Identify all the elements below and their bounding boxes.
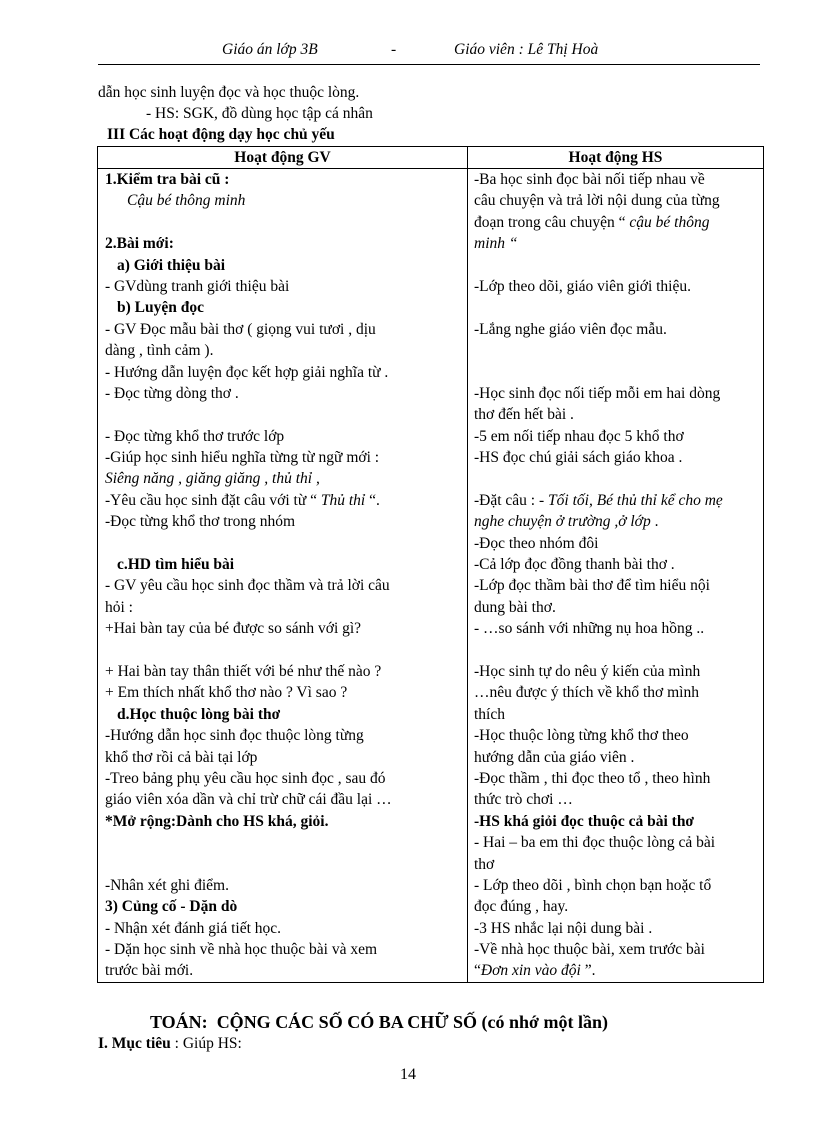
table-row (98, 468, 764, 489)
table-row (98, 533, 764, 554)
teacher-activity-cell (98, 426, 468, 447)
teacher-activity-cell (98, 875, 468, 896)
objective-label: I. Mục tiêu (98, 1035, 171, 1052)
cell-text: -Đọc thầm , thi đọc theo tổ , theo hình (474, 769, 711, 787)
cell-text: -5 em nối tiếp nhau đọc 5 khổ thơ (474, 427, 684, 445)
cell-text: minh “ (474, 235, 518, 253)
cell-text: Siêng năng , giăng giăng , thủ thỉ , (105, 470, 320, 488)
student-activity-cell (468, 169, 764, 191)
cell-text: thơ đến hết bài . (474, 406, 574, 424)
intro-line-1: dẫn học sinh luyện đọc và học thuộc lòng. (98, 84, 360, 101)
table-row (98, 340, 764, 361)
teacher-activity-cell (98, 747, 468, 768)
student-activity-cell (468, 811, 764, 832)
student-activity-cell (468, 939, 764, 960)
student-activity-cell (468, 233, 764, 254)
cell-text: 1.Kiểm tra bài cũ : (105, 171, 230, 188)
cell-text: Cậu bé thông minh (127, 192, 246, 210)
student-activity-cell (468, 960, 764, 982)
student-activity-cell (468, 276, 764, 297)
table-row (98, 169, 764, 191)
student-activity-cell (468, 747, 764, 768)
cell-text: nghe chuyện ở trường ,ở lớp . (474, 513, 659, 531)
cell-text: hướng dẫn của giáo viên . (474, 748, 635, 766)
teacher-activity-cell (98, 404, 468, 425)
cell-text: - GV Đọc mẫu bài thơ ( giọng vui tươi , dịu (105, 320, 376, 338)
cell-text: a) Giới thiệu bài (117, 256, 226, 274)
cell-text: -Đặt câu : - Tối tối, Bé thủ thỉ kể cho mẹ (474, 491, 723, 509)
cell-text: -Về nhà học thuộc bài, xem trước bài (474, 941, 705, 959)
student-activity-cell (468, 768, 764, 789)
table-row (98, 854, 764, 875)
cell-text: giáo viên xóa dần và chỉ trừ chữ cái đầu lại … (105, 791, 392, 809)
cell-text: đoạn trong câu chuyện “ cậu bé thông (474, 213, 710, 231)
teacher-activity-cell (98, 640, 468, 661)
cell-text: - GVdùng tranh giới thiệu bài (105, 277, 290, 295)
cell-text: - Lớp theo dõi , bình chọn bạn hoặc tổ (474, 876, 712, 894)
cell-text: - Hai – ba em thi đọc thuộc lòng cả bài (474, 834, 716, 852)
student-activity-cell (468, 404, 764, 425)
cell-text: - Đọc từng khổ thơ trước lớp (105, 427, 285, 445)
teacher-activity-cell (98, 511, 468, 532)
teacher-activity-cell (98, 918, 468, 939)
table-header-row (98, 147, 764, 169)
teacher-activity-cell (98, 854, 468, 875)
table-row (98, 811, 764, 832)
student-activity-cell (468, 511, 764, 532)
table-row (98, 960, 764, 982)
page-number: 14 (400, 1066, 416, 1083)
student-activity-cell (468, 468, 764, 489)
teacher-activity-cell (98, 383, 468, 404)
teacher-activity-cell (98, 297, 468, 318)
table-row (98, 896, 764, 917)
cell-text: - …so sánh với những nụ hoa hồng .. (474, 620, 705, 638)
table-row (98, 661, 764, 682)
math-title: CỘNG CÁC SỐ CÓ BA CHỮ SỐ (có nhớ một lần) (216, 1012, 609, 1032)
cell-text: -Hướng dẫn học sinh đọc thuộc lòng từng (105, 727, 364, 745)
cell-text: “Đơn xin vào đội ”. (474, 962, 596, 980)
student-activity-cell (468, 640, 764, 661)
cell-text: c.HD tìm hiểu bài (117, 556, 235, 574)
table-row (98, 362, 764, 383)
student-activity-cell (468, 383, 764, 404)
cell-text: thức trò chơi … (474, 791, 573, 809)
student-activity-cell (468, 297, 764, 318)
cell-text: -HS khá giỏi đọc thuộc cả bài thơ (474, 812, 695, 830)
cell-text: -HS đọc chú giải sách giáo khoa . (474, 449, 683, 467)
teacher-activity-cell (98, 597, 468, 618)
table-row (98, 682, 764, 703)
teacher-activity-cell (98, 169, 468, 191)
cell-text: -Học sinh tự do nêu ý kiến của mình (474, 662, 701, 680)
student-activity-cell (468, 725, 764, 746)
page-header (98, 40, 760, 65)
table-row (98, 640, 764, 661)
table-row (98, 747, 764, 768)
student-activity-cell (468, 362, 764, 383)
student-activity-cell (468, 896, 764, 917)
student-activity-cell (468, 490, 764, 511)
cell-text: -Học thuộc lòng từng khổ thơ theo (474, 727, 689, 745)
teacher-activity-cell (98, 319, 468, 340)
student-activity-cell (468, 661, 764, 682)
table-row (98, 511, 764, 532)
teacher-activity-cell (98, 468, 468, 489)
math-subject: TOÁN: (150, 1012, 208, 1032)
cell-text: -Giúp học sinh hiểu nghĩa từng từ ngữ mới : (105, 449, 380, 467)
student-activity-cell (468, 319, 764, 340)
student-activity-cell (468, 447, 764, 468)
table-row (98, 255, 764, 276)
cell-text: …nêu được ý thích về khổ thơ mình (474, 684, 699, 702)
student-activity-cell (468, 918, 764, 939)
table-row (98, 490, 764, 511)
student-activity-cell (468, 875, 764, 896)
cell-text: + Em thích nhất khổ thơ nào ? Vì sao ? (105, 684, 348, 702)
cell-text: -3 HS nhắc lại nội dung bài . (474, 919, 653, 937)
student-activity-cell (468, 533, 764, 554)
cell-text: - GV yêu cầu học sinh đọc thầm và trả lời câu (105, 577, 390, 595)
intro-line-2: - HS: SGK, đồ dùng học tập cá nhân (146, 105, 373, 122)
table-row (98, 704, 764, 725)
cell-text: - Dặn học sinh về nhà học thuộc bài và xem (105, 941, 378, 959)
cell-text: 2.Bài mới: (105, 235, 174, 253)
teacher-activity-cell (98, 533, 468, 554)
teacher-activity-cell (98, 190, 468, 211)
cell-text: khổ thơ rồi cả bài tại lớp (105, 748, 258, 766)
teacher-activity-cell (98, 768, 468, 789)
student-activity-cell (468, 190, 764, 211)
cell-text: +Hai bàn tay của bé được so sánh với gì? (105, 620, 362, 638)
cell-text: đọc đúng , hay. (474, 898, 569, 916)
student-activity-cell (468, 340, 764, 361)
teacher-activity-cell (98, 618, 468, 639)
student-activity-cell (468, 255, 764, 276)
table-row (98, 939, 764, 960)
student-activity-cell (468, 832, 764, 853)
cell-text: - Nhận xét đánh giá tiết học. (105, 919, 282, 937)
table-row (98, 575, 764, 596)
teacher-activity-cell (98, 554, 468, 575)
cell-text: dung bài thơ. (474, 598, 556, 616)
teacher-activity-cell (98, 447, 468, 468)
student-activity-cell (468, 212, 764, 233)
cell-text: - Hướng dẫn luyện đọc kết hợp giải nghĩa từ . (105, 363, 389, 381)
teacher-activity-cell (98, 682, 468, 703)
cell-text: -Lớp theo dõi, giáo viên giới thiệu. (474, 277, 691, 295)
header-separator: - (391, 41, 397, 58)
student-activity-cell (468, 597, 764, 618)
student-activity-cell (468, 426, 764, 447)
cell-text: -Treo bảng phụ yêu cầu học sinh đọc , sau đó (105, 769, 386, 787)
table-row (98, 554, 764, 575)
cell-text: dàng , tình cảm ). (105, 342, 214, 360)
table-row (98, 190, 764, 211)
teacher-activity-cell (98, 704, 468, 725)
teacher-activity-cell (98, 896, 468, 917)
cell-text: + Hai bàn tay thân thiết với bé như thế nào ? (105, 662, 382, 680)
table-row (98, 276, 764, 297)
table-row (98, 789, 764, 810)
cell-text: -Lớp đọc thầm bài thơ để tìm hiểu nội (474, 577, 710, 595)
header-teacher-activity: Hoạt động GV (98, 147, 468, 169)
teacher-activity-cell (98, 960, 468, 982)
cell-text: 3) Củng cố - Dặn dò (105, 898, 238, 916)
table-row (98, 319, 764, 340)
teacher-activity-cell (98, 212, 468, 233)
teacher-activity-cell (98, 575, 468, 596)
cell-text: -Đọc từng khổ thơ trong nhóm (105, 513, 296, 531)
table-row (98, 768, 764, 789)
teacher-activity-cell (98, 490, 468, 511)
table-row (98, 725, 764, 746)
table-row (98, 297, 764, 318)
cell-text: *Mở rộng:Dành cho HS khá, giỏi. (105, 812, 329, 830)
cell-text: thích (474, 705, 505, 723)
cell-text: -Yêu cầu học sinh đặt câu với từ “ Thủ thỉ “. (105, 491, 380, 509)
teacher-activity-cell (98, 661, 468, 682)
cell-text: - Đọc từng dòng thơ . (105, 384, 239, 402)
cell-text: thơ (474, 855, 495, 873)
student-activity-cell (468, 554, 764, 575)
math-heading (150, 1012, 608, 1032)
table-row (98, 918, 764, 939)
student-activity-cell (468, 618, 764, 639)
table-row (98, 233, 764, 254)
teacher-activity-cell (98, 811, 468, 832)
cell-text: d.Học thuộc lòng bài thơ (117, 705, 281, 723)
table-row (98, 597, 764, 618)
section-heading: III Các hoạt động dạy học chủ yếu (107, 126, 335, 143)
cell-text: trước bài mới. (105, 962, 194, 980)
cell-text: -Nhân xét ghi điểm. (105, 876, 229, 894)
table-row (98, 212, 764, 233)
table-row (98, 875, 764, 896)
table-row (98, 832, 764, 853)
header-class: Giáo án lớp 3B (222, 41, 318, 58)
cell-text: b) Luyện đọc (117, 299, 204, 317)
table-row (98, 447, 764, 468)
table-row (98, 383, 764, 404)
teacher-activity-cell (98, 340, 468, 361)
student-activity-cell (468, 575, 764, 596)
teacher-activity-cell (98, 789, 468, 810)
teacher-activity-cell (98, 255, 468, 276)
cell-text: -Cả lớp đọc đồng thanh bài thơ . (474, 556, 675, 574)
student-activity-cell (468, 789, 764, 810)
cell-text: -Lắng nghe giáo viên đọc mẫu. (474, 320, 667, 338)
teacher-activity-cell (98, 832, 468, 853)
cell-text: -Ba học sinh đọc bài nối tiếp nhau về (474, 171, 705, 188)
cell-text: câu chuyện và trả lời nội dung của từng (474, 192, 720, 210)
student-activity-cell (468, 682, 764, 703)
header-student-activity: Hoạt động HS (468, 147, 764, 169)
cell-text: -Học sinh đọc nối tiếp mỗi em hai dòng (474, 384, 721, 402)
teacher-activity-cell (98, 276, 468, 297)
header-teacher: Giáo viên : Lê Thị Hoà (454, 41, 599, 58)
cell-text: hỏi : (105, 598, 133, 616)
table-row (98, 426, 764, 447)
objective-line (98, 1034, 242, 1054)
cell-text: -Đọc theo nhóm đôi (474, 534, 599, 552)
teacher-activity-cell (98, 233, 468, 254)
student-activity-cell (468, 854, 764, 875)
table-row (98, 618, 764, 639)
table-row (98, 404, 764, 425)
student-activity-cell (468, 704, 764, 725)
objective-text: : Giúp HS: (170, 1035, 242, 1052)
activities-table (97, 146, 764, 983)
teacher-activity-cell (98, 939, 468, 960)
teacher-activity-cell (98, 725, 468, 746)
teacher-activity-cell (98, 362, 468, 383)
